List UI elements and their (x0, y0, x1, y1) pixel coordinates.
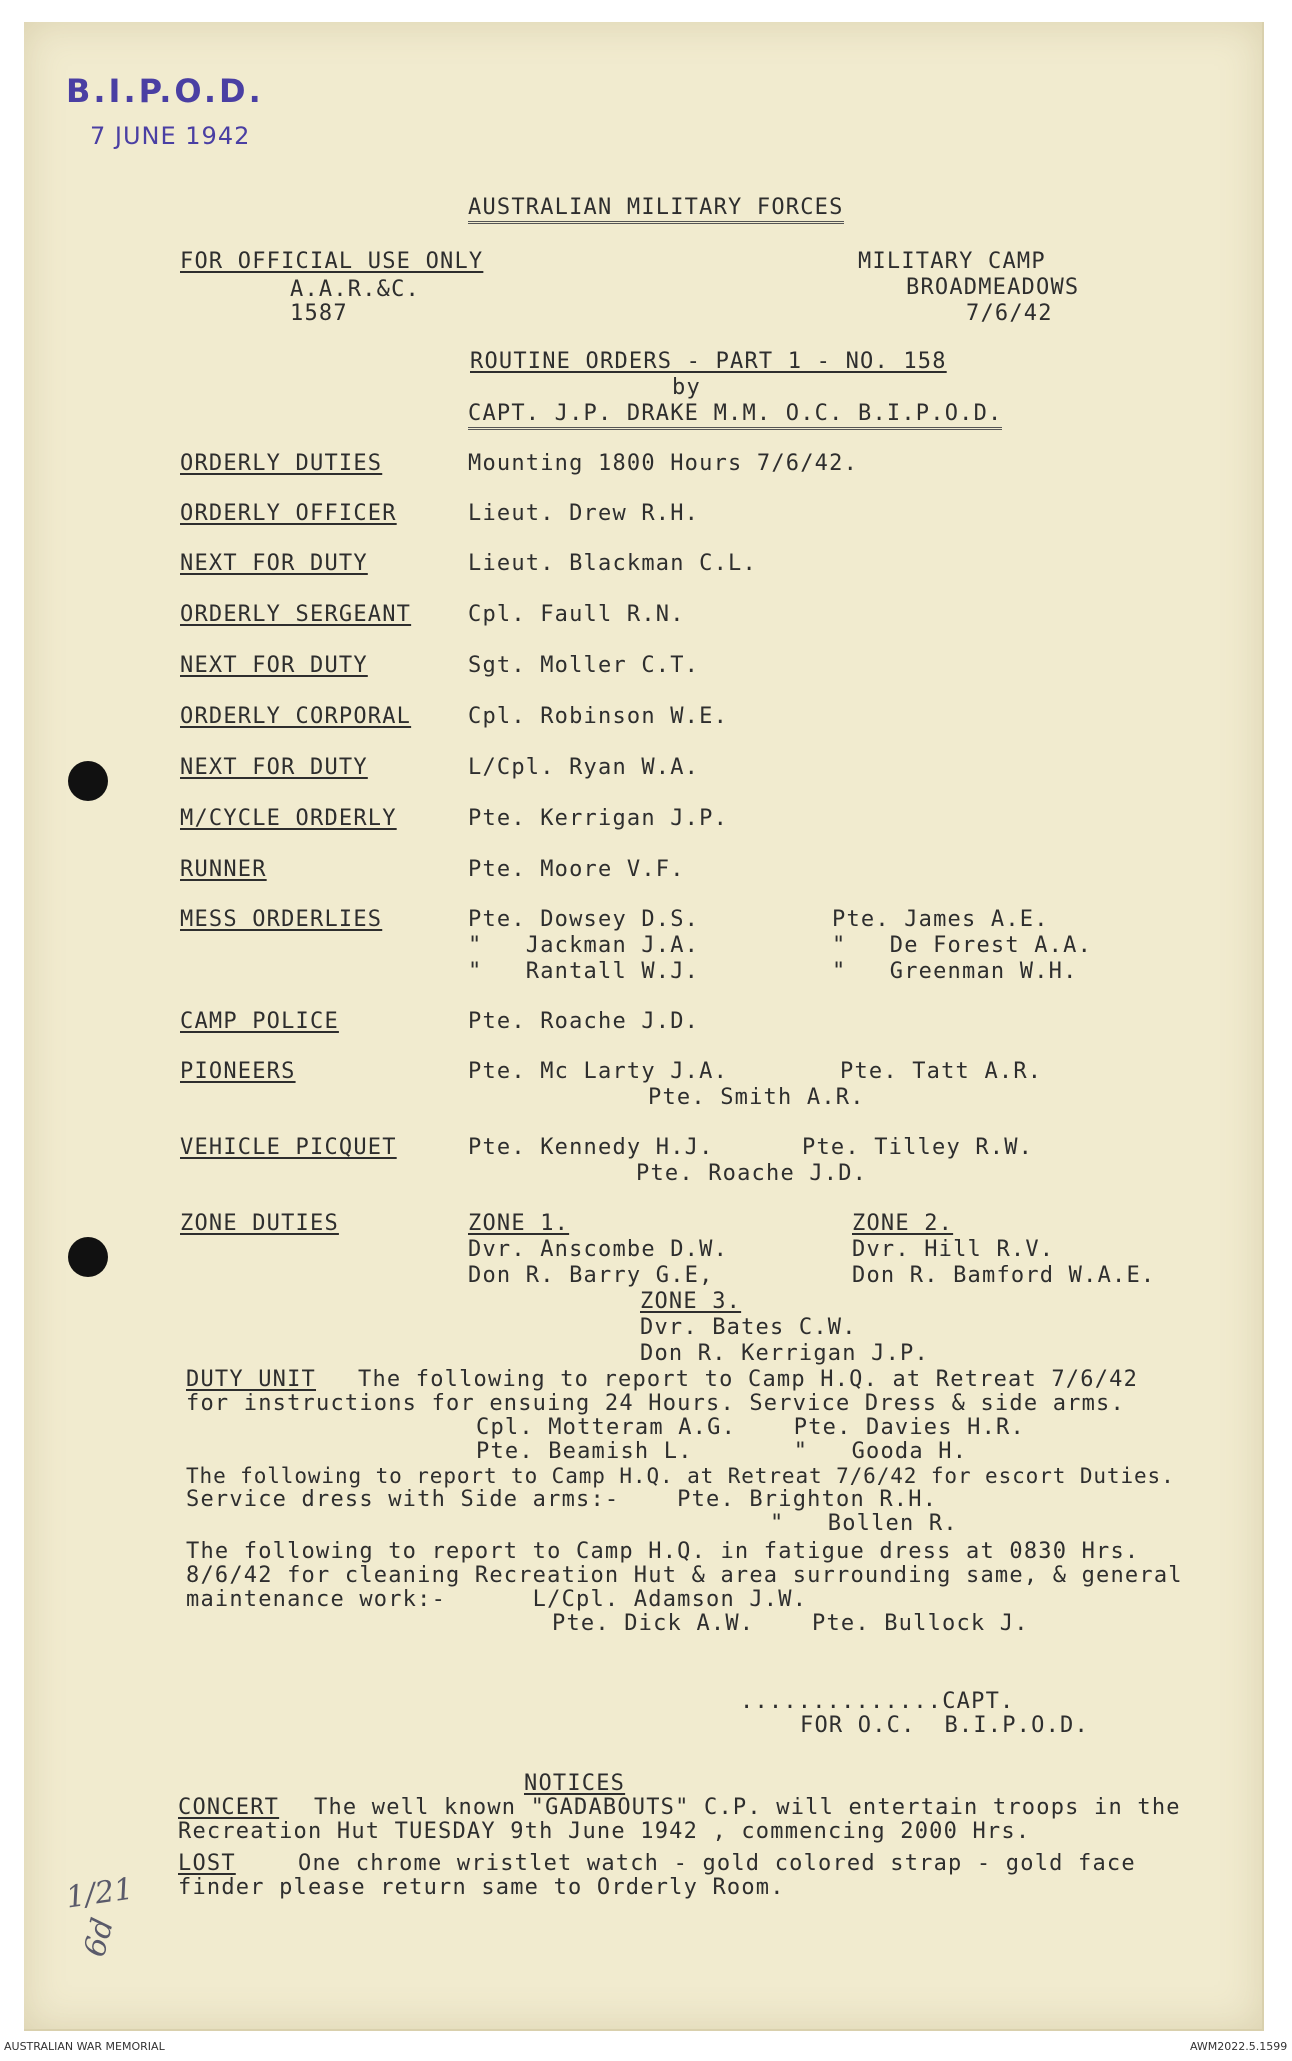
duty-label: ORDERLY SERGEANT (180, 602, 412, 627)
lost-label: LOST (178, 1851, 236, 1876)
mess-name: " Greenman W.H. (832, 959, 1078, 984)
signature-line: ..............CAPT. (740, 1689, 1015, 1714)
pioneer-name: Pte. Mc Larty J.A. (468, 1059, 729, 1084)
reference-number: 1587 (290, 301, 348, 326)
mess-name: " De Forest A.A. (832, 933, 1093, 958)
pencil-annotation: 6d (77, 1914, 122, 1961)
picquet-name: Pte. Kennedy H.J. (468, 1135, 714, 1160)
mess-name: Pte. James A.E. (832, 907, 1049, 932)
mess-orderlies-label: MESS ORDERLIES (180, 907, 383, 932)
zone-name: Dvr. Hill R.V. (852, 1237, 1055, 1262)
pioneer-name: Pte. Smith A.R. (648, 1085, 865, 1110)
vehicle-picquet-label: VEHICLE PICQUET (180, 1135, 397, 1160)
camp-police-value: Pte. Roache J.D. (468, 1009, 700, 1034)
zone-heading: ZONE 3. (640, 1289, 742, 1314)
zone-name: Don R. Bamford W.A.E. (852, 1263, 1156, 1288)
location-camp: MILITARY CAMP (858, 249, 1046, 274)
header-date: 7/6/42 (966, 301, 1053, 326)
punch-hole-top (68, 761, 108, 801)
duty-value: Pte. Moore V.F. (468, 857, 685, 882)
mess-name: Pte. Dowsey D.S. (468, 907, 700, 932)
duty-value: Sgt. Moller C.T. (468, 653, 700, 678)
pioneer-name: Pte. Tatt A.R. (840, 1059, 1043, 1084)
duty-label: NEXT FOR DUTY (180, 755, 368, 780)
by-text: by (672, 375, 701, 400)
lost-text: finder please return same to Orderly Room. (178, 1875, 785, 1900)
mess-name: " Rantall W.J. (468, 959, 700, 984)
archive-credit: AUSTRALIAN WAR MEMORIAL (4, 2040, 165, 2053)
mess-name: " Jackman J.A. (468, 933, 700, 958)
duty-value: Cpl. Robinson W.E. (468, 704, 729, 729)
duty-label: ORDERLY OFFICER (180, 501, 397, 526)
commanding-officer: CAPT. J.P. DRAKE M.M. O.C. B.I.P.O.D. (468, 402, 1002, 430)
pioneers-label: PIONEERS (180, 1059, 296, 1084)
duty-unit-line: Service dress with Side arms:- Pte. Brighton R.H. (186, 1487, 938, 1512)
duty-unit-line: The following to report to Camp H.Q. at Retreat 7/6/42 for escort Duties. (186, 1464, 1175, 1488)
unit-code: A.A.R.&C. (290, 277, 421, 302)
signature-title: FOR O.C. B.I.P.O.D. (800, 1713, 1089, 1738)
zone-heading: ZONE 2. (852, 1211, 954, 1236)
pencil-annotation: 1/21 (63, 1871, 136, 1916)
zone-name: Don R. Barry G.E, (468, 1263, 714, 1288)
zone-duties-label: ZONE DUTIES (180, 1211, 339, 1236)
official-use-label: FOR OFFICIAL USE ONLY (180, 249, 484, 274)
date-stamp: 7 JUNE 1942 (90, 122, 251, 150)
punch-hole-bottom (68, 1237, 108, 1277)
lost-text: One chrome wristlet watch - gold colored strap - gold face (298, 1851, 1136, 1876)
duty-label: NEXT FOR DUTY (180, 653, 368, 678)
duty-value: Lieut. Drew R.H. (468, 501, 700, 526)
picquet-name: Pte. Tilley R.W. (802, 1135, 1034, 1160)
duty-value: Pte. Kerrigan J.P. (468, 806, 729, 831)
duty-unit-line: " Bollen R. (770, 1511, 958, 1536)
duty-label: NEXT FOR DUTY (180, 551, 368, 576)
duty-value: Mounting 1800 Hours 7/6/42. (468, 451, 859, 476)
concert-text: Recreation Hut TUESDAY 9th June 1942 , commencing 2000 Hrs. (178, 1819, 1031, 1844)
duty-unit-line: for instructions for ensuing 24 Hours. Service Dress & side arms. (186, 1391, 1125, 1416)
document-title: AUSTRALIAN MILITARY FORCES (468, 196, 844, 224)
orders-heading: ROUTINE ORDERS - PART 1 - NO. 158 (470, 349, 947, 374)
duty-label: RUNNER (180, 857, 267, 882)
duty-value: Cpl. Faull R.N. (468, 602, 685, 627)
archive-id: AWM2022.5.1599 (1190, 2040, 1288, 2053)
duty-label: ORDERLY DUTIES (180, 451, 383, 476)
duty-unit-line: The following to report to Camp H.Q. in fatigue dress at 0830 Hrs. (186, 1539, 1140, 1564)
duty-unit-line: Cpl. Motteram A.G. Pte. Davies H.R. (476, 1415, 1025, 1440)
duty-unit-line: The following to report to Camp H.Q. at Retreat 7/6/42 (358, 1367, 1139, 1392)
duty-value: Lieut. Blackman C.L. (468, 551, 757, 576)
zone-name: Dvr. Anscombe D.W. (468, 1237, 729, 1262)
duty-unit-label: DUTY UNIT (186, 1367, 317, 1392)
concert-text: The well known "GADABOUTS" C.P. will entertain troops in the (314, 1795, 1181, 1820)
notices-heading: NOTICES (524, 1771, 626, 1796)
location-name: BROADMEADOWS (906, 275, 1080, 300)
duty-unit-line: 8/6/42 for cleaning Recreation Hut & area surrounding same, & general (186, 1563, 1183, 1588)
duty-unit-line: maintenance work:- L/Cpl. Adamson J.W. (186, 1587, 808, 1612)
bipod-stamp: B.I.P.O.D. (66, 72, 264, 110)
duty-unit-line: Pte. Beamish L. " Gooda H. (476, 1439, 968, 1464)
zone-heading: ZONE 1. (468, 1211, 570, 1236)
zone-name: Dvr. Bates C.W. (640, 1315, 857, 1340)
duty-value: L/Cpl. Ryan W.A. (468, 755, 700, 780)
duty-label: ORDERLY CORPORAL (180, 704, 412, 729)
duty-unit-line: Pte. Dick A.W. Pte. Bullock J. (552, 1611, 1029, 1636)
duty-label: M/CYCLE ORDERLY (180, 806, 397, 831)
zone-name: Don R. Kerrigan J.P. (640, 1341, 929, 1366)
concert-label: CONCERT (178, 1795, 280, 1820)
camp-police-label: CAMP POLICE (180, 1009, 339, 1034)
picquet-name: Pte. Roache J.D. (636, 1161, 868, 1186)
